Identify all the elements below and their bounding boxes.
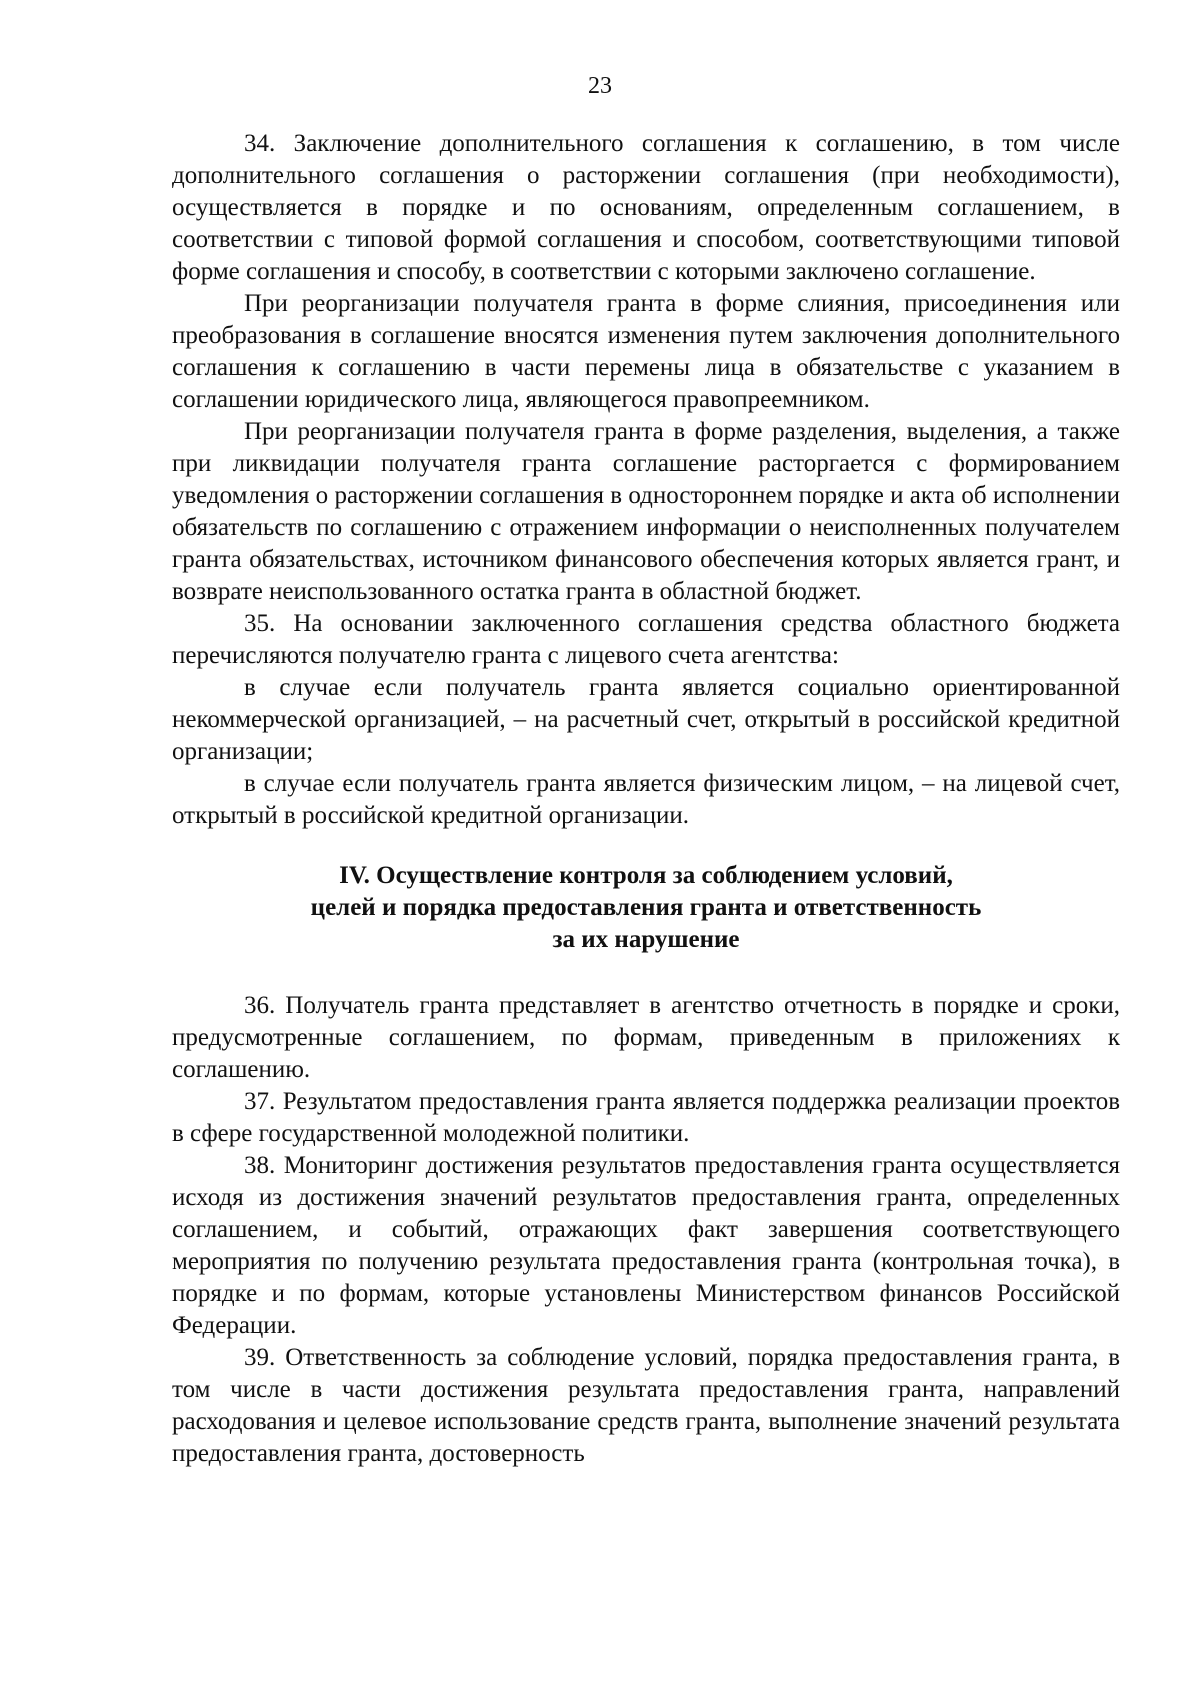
paragraph-reorganization-merger: При реорганизации получателя гранта в форме слияния, присоединения или преобразования в соглашение вносятся изменения путем заключения дополнительного соглашения к соглашению в части перемены лица в обязательстве с указанием в соглашении юридического лица, являющегося правопреемником. <box>172 290 1120 413</box>
paragraph-34: 34. Заключение дополнительного соглашения к соглашению, в том числе дополнительного соглашения о расторжении соглашения (при необходимости), осуществляется в порядке и по основаниям, определенным соглашением, в соответствии с типовой формой соглашения и способом, соответствующими типовой форме соглашения и способу, в соответствии с которыми заключено соглашение. <box>172 130 1120 285</box>
paragraph-36: 36. Получатель гранта представляет в агентство отчетность в порядке и сроки, предусмотренные соглашением, по формам, приведенным в приложениях к соглашению. <box>172 992 1120 1083</box>
paragraph-35-case-nko: в случае если получатель гранта является социально ориентированной некоммерческой организацией, – на расчетный счет, открытый в российской кредитной организации; <box>172 674 1120 765</box>
paragraph-reorganization-division: При реорганизации получателя гранта в форме разделения, выделения, а также при ликвидации получателя гранта соглашение расторгается с формированием уведомления о расторжении соглашения в одностороннем порядке и акта об исполнении обязательств по соглашению с отражением информации о неисполненных получателем гранта обязательствах, источником финансового обеспечения которых является грант, и возврате неиспользованного остатка гранта в областной бюджет. <box>172 418 1120 605</box>
paragraph-39: 39. Ответственность за соблюдение условий, порядка предоставления гранта, в том числе в части достижения результата предоставления гранта, направлений расходования и целевое использование средств гранта, выполнение значений результата предоставления гранта, достоверность <box>172 1344 1120 1467</box>
section-heading-line: целей и порядка предоставления гранта и ответственность <box>310 894 982 921</box>
section-heading <box>172 860 1120 956</box>
paragraph-35: 35. На основании заключенного соглашения средства областного бюджета перечисляются получателю гранта с лицевого счета агентства: <box>172 610 1120 669</box>
section-heading-line: IV. Осуществление контроля за соблюдением условий, <box>339 862 953 889</box>
paragraph-37: 37. Результатом предоставления гранта является поддержка реализации проектов в сфере государственной молодежной политики. <box>172 1088 1120 1147</box>
page-number: 23 <box>588 73 612 99</box>
paragraph-35-case-individual: в случае если получатель гранта является физическим лицом, – на лицевой счет, открытый в российской кредитной организации. <box>172 770 1120 829</box>
document-body <box>172 128 1120 1470</box>
section-heading-line: за их нарушение <box>552 926 740 953</box>
paragraph-38: 38. Мониторинг достижения результатов предоставления гранта осуществляется исходя из достижения значений результатов предоставления гранта, определенных соглашением, и событий, отражающих факт завершения соответствующего мероприятия по получению результата предоставления гранта (контрольная точка), в порядке и по формам, которые установлены Министерством финансов Российской Федерации. <box>172 1152 1120 1339</box>
